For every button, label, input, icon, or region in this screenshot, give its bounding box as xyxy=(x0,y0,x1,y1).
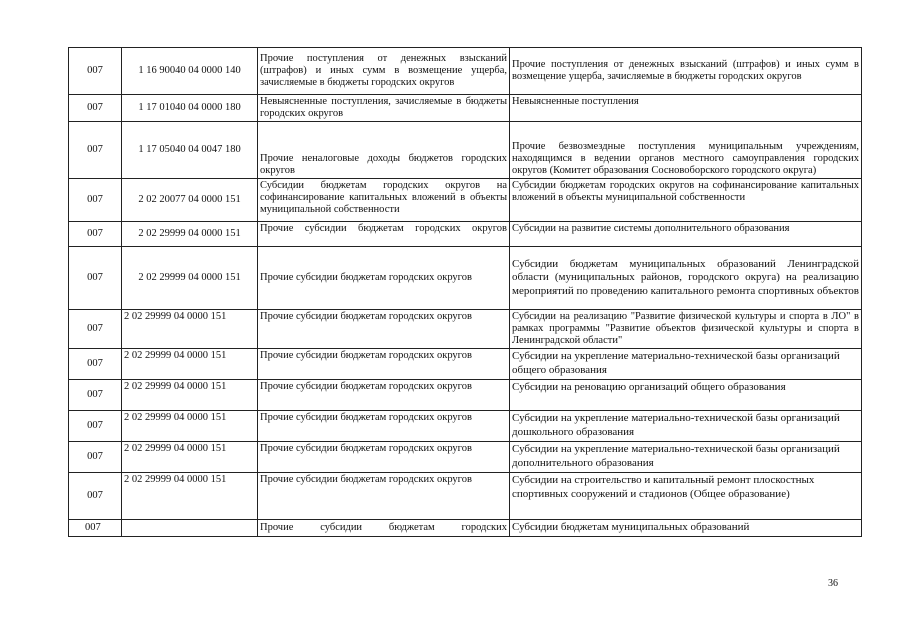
admin-code-cell: 007 xyxy=(69,310,122,349)
code-name-cell: Прочие субсидии бюджетам городских округов xyxy=(258,380,510,411)
admin-code-cell: 007 xyxy=(69,380,122,411)
admin-code-cell: 007 xyxy=(69,520,122,537)
code-name-cell: Прочие поступления от денежных взысканий (штрафов) и иных сумм в возмещение ущерба, зачисляемые в бюджеты городских округов xyxy=(258,48,510,95)
table-row xyxy=(69,48,862,95)
detail-name-cell: Субсидии на реновацию организаций общего образования xyxy=(510,380,862,411)
table-row xyxy=(69,520,862,537)
income-code-cell: 2 02 29999 04 0000 151 xyxy=(122,310,258,349)
income-code-cell: 2 02 29999 04 0000 151 xyxy=(122,473,258,520)
detail-name-cell: Прочие безвозмездные поступления муниципальным учреждениям, находящимся в ведении органов местного самоуправления городских округов (Комитет образования Сосновоборского городского округа) xyxy=(510,122,862,179)
admin-code-cell: 007 xyxy=(69,247,122,310)
page-number: 36 xyxy=(828,578,838,589)
code-name-cell: Прочие субсидии бюджетам городских округов xyxy=(258,247,510,310)
detail-name-cell: Субсидии на реализацию "Развитие физической культуры и спорта в ЛО" в рамках программы "Развитие объектов физической культуры и спорта в Ленинградской области" xyxy=(510,310,862,349)
code-name-cell: Прочие субсидии бюджетам городских округов xyxy=(258,442,510,473)
admin-code-cell: 007 xyxy=(69,349,122,380)
detail-name-cell: Субсидии бюджетам муниципальных образований Ленинградской области (муниципальных районов, городского округа) на реализацию мероприятий по проведению капитального ремонта спортивных объектов xyxy=(510,247,862,310)
admin-code-cell: 007 xyxy=(69,222,122,247)
detail-name-cell: Субсидии на развитие системы дополнительного образования xyxy=(510,222,862,247)
table-row xyxy=(69,95,862,122)
detail-name-cell: Субсидии на укрепление материально-технической базы организаций дошкольного образования xyxy=(510,411,862,442)
table-row xyxy=(69,380,862,411)
table-row xyxy=(69,310,862,349)
admin-code-cell: 007 xyxy=(69,48,122,95)
income-code-cell: 2 02 20077 04 0000 151 xyxy=(122,179,258,222)
code-name-cell: Прочие субсидии бюджетам городских округов xyxy=(258,349,510,380)
income-code-cell: 2 02 29999 04 0000 151 xyxy=(122,247,258,310)
code-name-cell: Невыясненные поступления, зачисляемые в бюджеты городских округов xyxy=(258,95,510,122)
table-row xyxy=(69,349,862,380)
income-code-cell xyxy=(122,520,258,537)
admin-code-cell: 007 xyxy=(69,411,122,442)
code-name-cell: Прочие субсидии бюджетам городских округов xyxy=(258,222,510,247)
admin-code-cell: 007 xyxy=(69,442,122,473)
admin-code-cell: 007 xyxy=(69,473,122,520)
code-name-cell: Прочие субсидии бюджетам городских округов xyxy=(258,473,510,520)
income-codes-table xyxy=(68,47,862,537)
income-code-cell: 2 02 29999 04 0000 151 xyxy=(122,411,258,442)
income-code-cell: 1 17 05040 04 0047 180 xyxy=(122,122,258,179)
table-row xyxy=(69,222,862,247)
code-name-cell: Субсидии бюджетам городских округов на софинансирование капитальных вложений в объекты муниципальной собственности xyxy=(258,179,510,222)
table-row xyxy=(69,247,862,310)
table-row xyxy=(69,473,862,520)
detail-name-cell: Субсидии бюджетам городских округов на софинансирование капитальных вложений в объекты муниципальной собственности xyxy=(510,179,862,222)
table-row xyxy=(69,442,862,473)
table-row xyxy=(69,411,862,442)
code-name-cell: Прочие субсидии бюджетам городских округов xyxy=(258,411,510,442)
admin-code-cell: 007 xyxy=(69,95,122,122)
income-code-cell: 2 02 29999 04 0000 151 xyxy=(122,380,258,411)
table-row xyxy=(69,179,862,222)
detail-name-cell: Субсидии бюджетам муниципальных образований xyxy=(510,520,862,537)
detail-name-cell: Субсидии на укрепление материально-технической базы организаций дополнительного образования xyxy=(510,442,862,473)
income-code-cell: 2 02 29999 04 0000 151 xyxy=(122,349,258,380)
detail-name-cell: Субсидии на укрепление материально-технической базы организаций общего образования xyxy=(510,349,862,380)
code-name-cell: Прочие субсидии бюджетам городских округов xyxy=(258,310,510,349)
admin-code-cell: 007 xyxy=(69,179,122,222)
income-code-cell: 2 02 29999 04 0000 151 xyxy=(122,222,258,247)
income-code-cell: 1 17 01040 04 0000 180 xyxy=(122,95,258,122)
detail-name-cell: Прочие поступления от денежных взысканий (штрафов) и иных сумм в возмещение ущерба, зачисляемые в бюджеты городских округов xyxy=(510,48,862,95)
detail-name-cell: Субсидии на строительство и капитальный ремонт плоскостных спортивных сооружений и стадионов (Общее образование) xyxy=(510,473,862,520)
income-code-cell: 1 16 90040 04 0000 140 xyxy=(122,48,258,95)
income-code-cell: 2 02 29999 04 0000 151 xyxy=(122,442,258,473)
admin-code-cell: 007 xyxy=(69,122,122,179)
detail-name-cell: Невыясненные поступления xyxy=(510,95,862,122)
code-name-cell: Прочие неналоговые доходы бюджетов городских округов xyxy=(258,122,510,179)
table-row xyxy=(69,122,862,179)
code-name-cell: Прочие субсидии бюджетам городских xyxy=(258,520,510,537)
